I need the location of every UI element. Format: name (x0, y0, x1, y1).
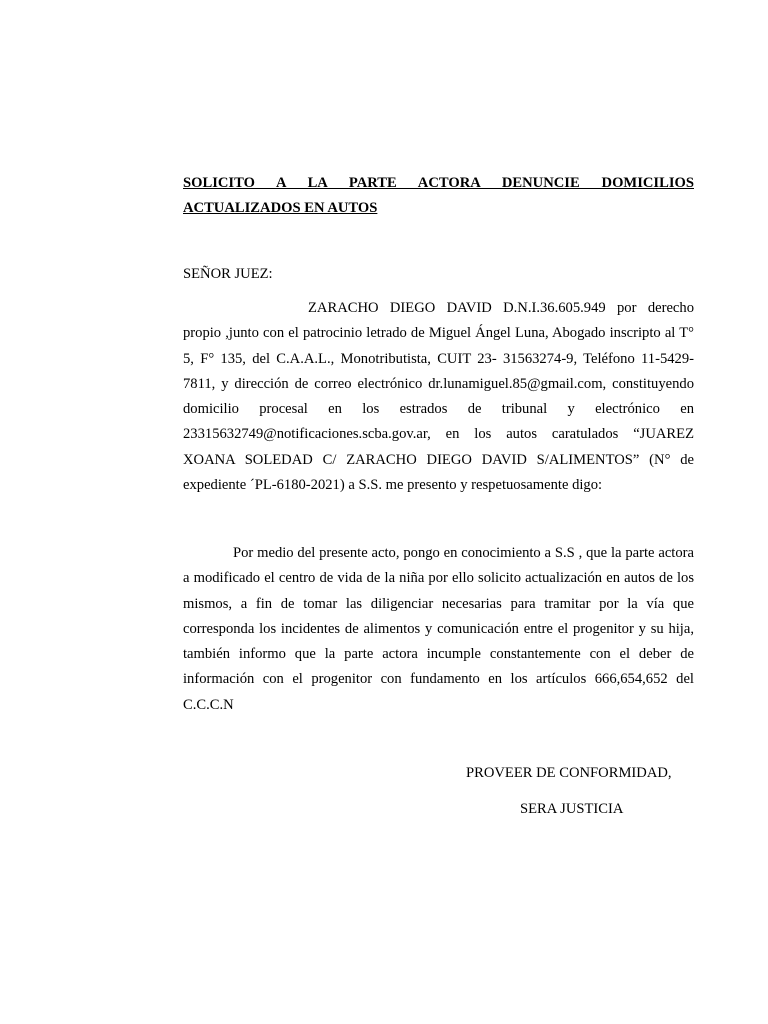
intro-paragraph: ZARACHO DIEGO DAVID D.N.I.36.605.949 por derecho propio ,junto con el patrocinio letrado de Miguel Ángel Luna, Abogado inscripto al T° 5, F° 135, del C.A.A.L., Monotributista, CUIT 23- 31563274-9, Teléfono 11-5429-7811, y dirección de correo electrónico dr.lunamiguel.85@gmail.com, constituyendo domicilio procesal en los estrados de tribunal y electrónico en 23315632749@notificaciones.scba.gov.ar, en los autos caratulados “JUAREZ XOANA SOLEDAD C/ ZARACHO DIEGO DAVID S/ALIMENTOS” (N° de expediente ´PL-6180-2021) a S.S. me presento y respetuosamente digo: (183, 300, 694, 494)
closing-line-provision: PROVEER DE CONFORMIDAD, (466, 765, 672, 781)
addressee-line: SEÑOR JUEZ: (183, 266, 273, 282)
closing-line-justice: SERA JUSTICIA (520, 801, 624, 817)
body-paragraph: Por medio del presente acto, pongo en conocimiento a S.S , que la parte actora a modificado el centro de vida de la niña por ello solicito actualización en autos de los mismos, a fin de tomar las diligenciar necesarias para tramitar por la vía que corresponda los incidentes de alimentos y comunicación entre el progenitor y su hija, también informo que la parte actora incumple constantemente con el deber de información con el progenitor con fundamento en los artículos 666,654,652 del C.C.C.N (183, 545, 694, 713)
document-title: SOLICITO A LA PARTE ACTORA DENUNCIE DOMICILIOS ACTUALIZADOS EN AUTOS (183, 175, 694, 216)
